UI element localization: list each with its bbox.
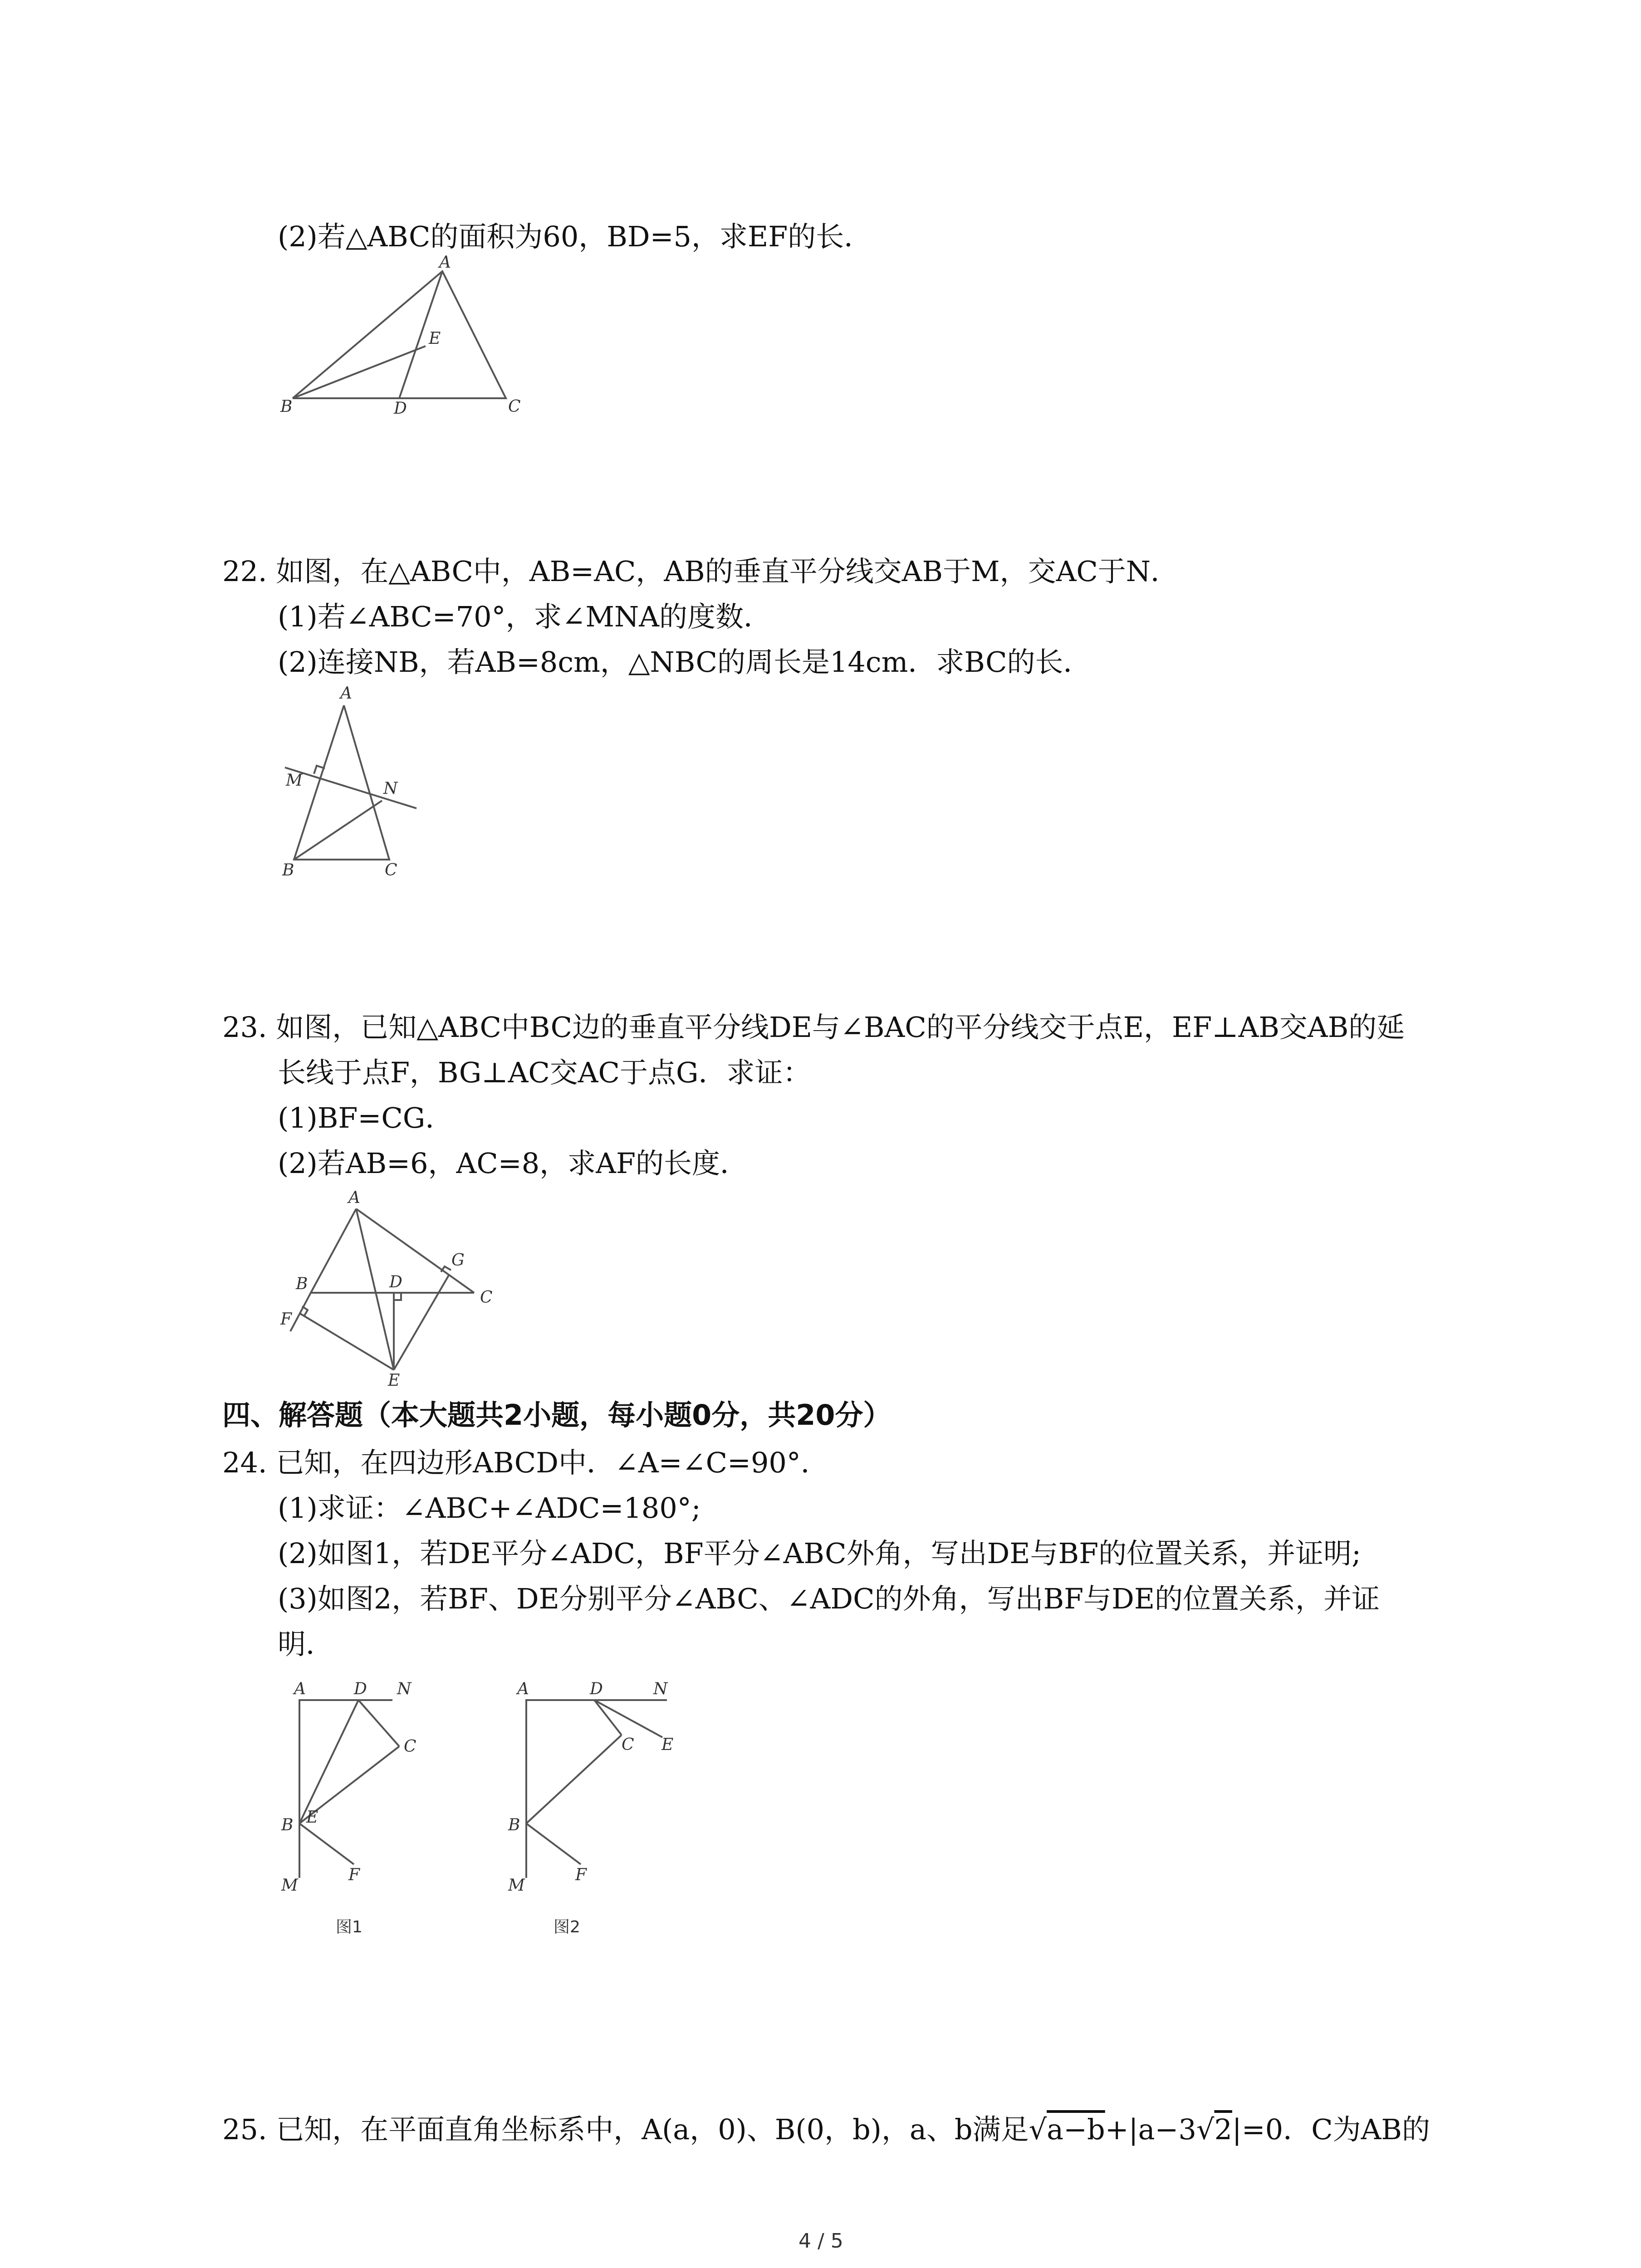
fig24b-label-f: F — [575, 1866, 587, 1884]
q25-stem — [222, 2112, 1430, 2148]
fig24b-label-a: A — [517, 1680, 529, 1698]
fig23-label-c: C — [480, 1288, 493, 1307]
figure-q21 — [272, 254, 526, 417]
q24-part2: (2)如图1，若DE平分∠ADC，BF平分∠ABC外角，写出DE与BF的位置关系，并证明; — [278, 1537, 1361, 1570]
figure-q23 — [272, 1184, 508, 1390]
q25-text-pre: 25. 已知，在平面直角坐标系中，A(a，0)、B(0，b)，a、b满足 — [222, 2113, 1029, 2146]
q23-stem-line2: 长线于点F，BG⊥AC交AC于点G．求证： — [278, 1056, 811, 1089]
fig24a-label-m: M — [281, 1876, 298, 1895]
fig21-label-a: A — [439, 253, 451, 272]
q22-part1: (1)若∠ABC=70°，求∠MNA的度数． — [278, 600, 772, 633]
figure-q24-2 — [499, 1674, 690, 1946]
sqrt-symbol: √ — [1029, 2113, 1047, 2146]
fig21-label-e: E — [429, 329, 441, 348]
q25-text-mid: +|a−3 — [1105, 2113, 1196, 2146]
fig24b-label-b: B — [508, 1816, 520, 1834]
q24-part3-line2: 明． — [278, 1628, 334, 1661]
fig22-label-m: M — [286, 771, 303, 790]
fig24b-caption: 图2 — [554, 1918, 580, 1936]
fig24a-label-b: B — [281, 1816, 294, 1834]
fig24a-label-c: C — [404, 1737, 416, 1756]
fig22-label-c: C — [385, 861, 397, 880]
figure-q22 — [272, 685, 436, 880]
fig24a-label-f: F — [348, 1866, 360, 1884]
fig21-label-b: B — [280, 397, 293, 416]
fig24a-label-d: D — [354, 1680, 367, 1698]
q25-radicand-2: 2 — [1214, 2113, 1232, 2146]
sqrt-symbol: √ — [1196, 2113, 1215, 2146]
q25-radicand-1: a−b — [1047, 2113, 1105, 2146]
fig24a-label-e: E — [306, 1808, 318, 1827]
q22-stem: 22. 如图，在△ABC中，AB=AC，AB的垂直平分线交AB于M，交AC于N． — [222, 555, 1179, 588]
fig22-label-b: B — [282, 861, 294, 880]
fig23-label-g: G — [451, 1251, 465, 1270]
fig24a-label-a: A — [294, 1680, 306, 1698]
q24-part3-line1: (3)如图2，若BF、DE分别平分∠ABC、∠ADC的外角，写出BF与DE的位置关系，并证 — [278, 1582, 1380, 1615]
q25-text-post: |=0．C为AB的 — [1232, 2113, 1430, 2146]
fig23-label-b: B — [296, 1275, 308, 1293]
fig24b-label-c: C — [622, 1735, 634, 1754]
fig24a-caption: 图1 — [336, 1918, 362, 1936]
q23-part2: (2)若AB=6，AC=8，求AF的长度． — [278, 1147, 748, 1180]
section-4-heading: 四、解答题（本大题共2小题，每小题0分，共20分） — [222, 1398, 892, 1432]
q21-part2: (2)若△ABC的面积为60，BD=5，求EF的长． — [278, 220, 872, 253]
q24-part1: (1)求证：∠ABC+∠ADC=180°; — [278, 1491, 701, 1525]
fig22-label-a: A — [340, 684, 352, 703]
fig21-label-d: D — [394, 399, 407, 418]
fig23-label-a: A — [348, 1188, 360, 1207]
fig24a-label-n: N — [397, 1680, 411, 1698]
fig24b-label-m: M — [508, 1876, 525, 1895]
q24-stem: 24. 已知，在四边形ABCD中．∠A=∠C=90°． — [222, 1446, 829, 1479]
fig23-label-f: F — [280, 1310, 292, 1329]
fig24b-label-e: E — [661, 1735, 674, 1754]
q22-part2: (2)连接NB，若AB=8cm，△NBC的周长是14cm．求BC的长． — [278, 645, 1092, 679]
fig22-label-n: N — [383, 779, 398, 798]
q23-part1: (1)BF=CG． — [278, 1101, 454, 1134]
fig23-label-e: E — [388, 1371, 400, 1390]
fig24b-label-n: N — [653, 1680, 668, 1698]
fig23-label-d: D — [389, 1273, 402, 1291]
figure-q24-1 — [272, 1674, 463, 1946]
q23-stem-line1: 23. 如图，已知△ABC中BC边的垂直平分线DE与∠BAC的平分线交于点E，EF⊥AB交AB的延 — [222, 1011, 1405, 1044]
fig21-label-c: C — [508, 397, 521, 416]
page-number: 4 / 5 — [798, 2229, 843, 2253]
fig24b-label-d: D — [590, 1680, 603, 1698]
